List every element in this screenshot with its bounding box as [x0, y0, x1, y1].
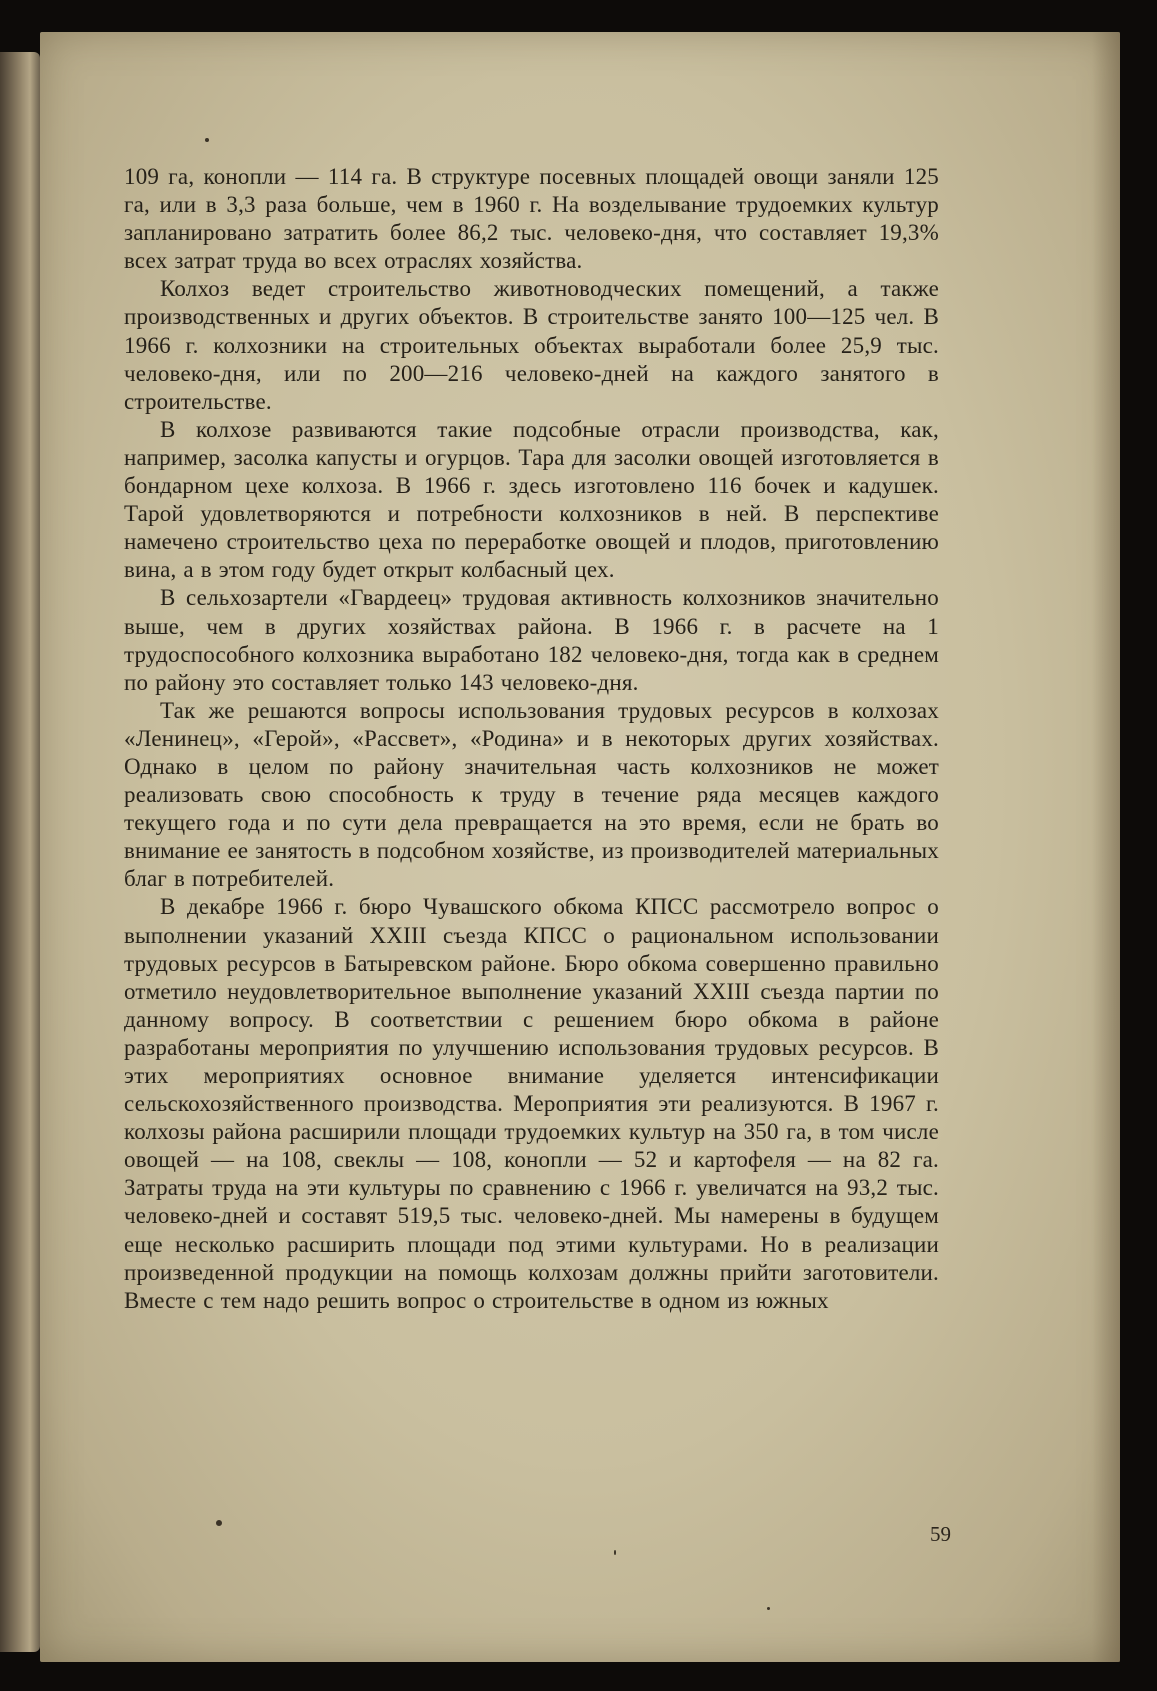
paragraph: Так же решаются вопросы использования трудовых ресурсов в колхозах «Ленинец», «Герой», «Рассвет», «Родина» и в некоторых других хозяйствах. Однако в целом по району значительная часть колхозников не может реализовать свою способность к труду в течение ряда месяцев каждого текущего года и по сути дела превращается на это время, если не брать во внимание ее занятость в подсобном хозяйстве, из производителей материальных благ в потребителей.	[124, 697, 939, 892]
previous-page-edge	[0, 52, 40, 1652]
page-body-text	[124, 163, 939, 1315]
paper-speck	[767, 1607, 770, 1610]
paragraph: В декабре 1966 г. бюро Чувашского обкома КПСС рассмотрело вопрос о выполнении указаний XXIII съезда КПСС о рациональном использовании трудовых ресурсов в Батыревском районе. Бюро обкома совершенно правильно отметило неудовлетворительное выполнение указаний XXIII съезда партии по данному вопросу. В соответствии с решением бюро обкома в районе разработаны мероприятия по улучшению использования трудовых ресурсов. В этих мероприятиях основное внимание уделяется интенсификации сельскохозяйственного производства. Мероприятия эти реализуются. В 1967 г. колхозы района расширили площади трудоемких культур на 350 га, в том числе овощей — на 108, свеклы — 108, конопли — 52 и картофеля — на 82 га. Затраты труда на эти культуры по сравнению с 1966 г. увеличатся на 93,2 тыс. человеко-дней и составят 519,5 тыс. человеко-дней. Мы намерены в будущем еще несколько расширить площади под этими культурами. Но в реализации произведенной продукции на помощь колхозам должны прийти заготовители. Вместе с тем надо решить вопрос о строительстве в одном из южных	[124, 894, 939, 1313]
paper-speck	[216, 1520, 222, 1526]
paragraph: Колхоз ведет строительство животноводческих помещений, а также производственных и других объектов. В строительстве занято 100—125 чел. В 1966 г. колхозники на строительных объектах выработали более 25,9 тыс. человеко-дня, или по 200—216 человеко-дней на каждого занятого в строительстве.	[124, 276, 939, 414]
paragraph: 109 га, конопли — 114 га. В структуре посевных площадей овощи заняли 125 га, или в 3,3 раза больше, чем в 1960 г. На возделывание трудоемких культур запланировано затратить более 86,2 тыс. человеко-дня, что составляет 19,3% всех затрат труда во всех отраслях хозяйства.	[124, 164, 939, 274]
paper-speck	[205, 138, 209, 142]
paragraph: В колхозе развиваются такие подсобные отрасли производства, как, например, засолка капусты и огурцов. Тара для засолки овощей изготовляется в бондарном цехе колхоза. В 1966 г. здесь изготовлено 116 бочек и кадушек. Тарой удовлетворяются и потребности колхозников в ней. В перспективе намечено строительство цеха по переработке овощей и плодов, приготовлению вина, а в этом году будет открыт колбасный цех.	[124, 416, 939, 583]
paragraph: В сельхозартели «Гвардеец» трудовая активность колхозников значительно выше, чем в других хозяйствах района. В 1966 г. в расчете на 1 трудоспособного колхозника выработано 182 человеко-дня, тогда как в среднем по району это составляет только 143 человеко-дня.	[124, 585, 939, 695]
page-number: 59	[930, 1522, 951, 1546]
paper-speck	[614, 1550, 616, 1555]
